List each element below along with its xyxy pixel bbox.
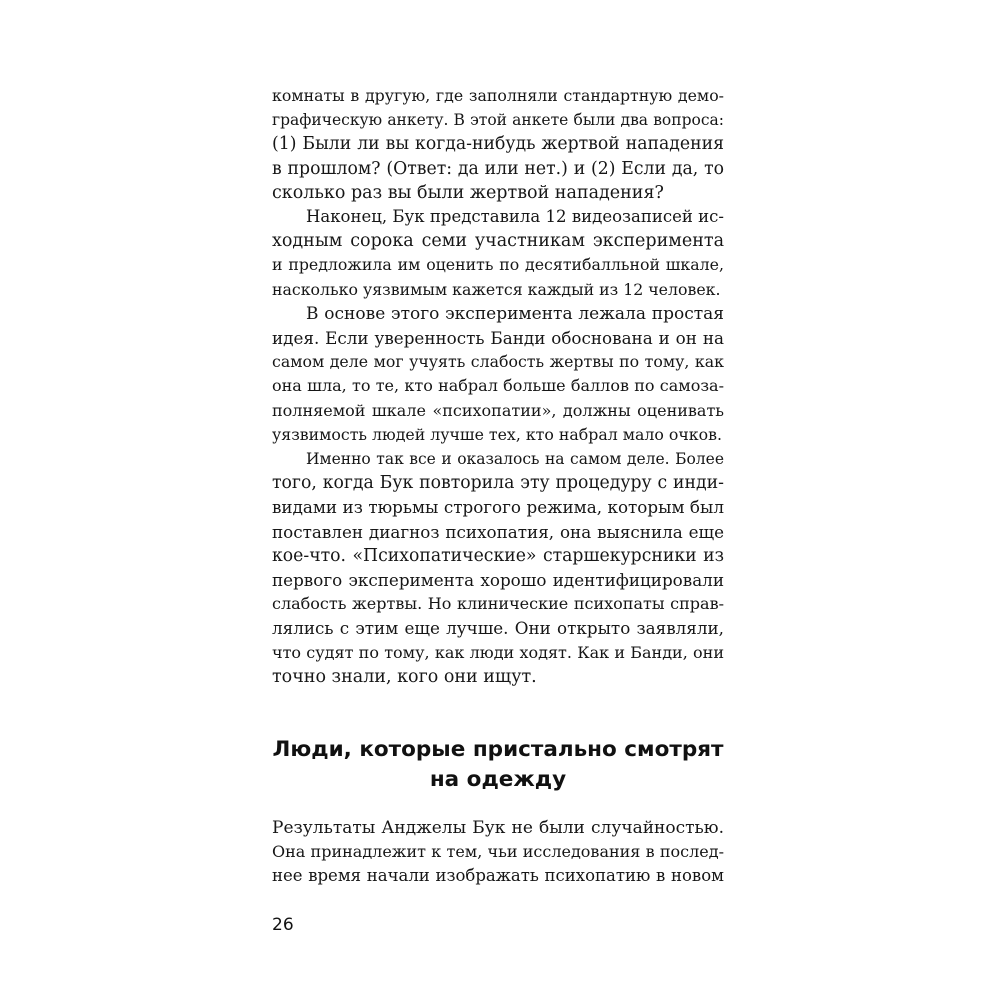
body-text-bottom <box>272 816 724 889</box>
text-line: графическую анкету. В этой анкете были два вопроса: <box>272 111 724 130</box>
text-line: первого эксперимента хорошо идентифицировали <box>272 570 724 591</box>
paragraph <box>272 84 724 205</box>
text-line: Она принадлежит к тем, чьи исследования в послед- <box>272 842 724 862</box>
text-line: что судят по тому, как люди ходят. Как и Банди, они <box>272 642 724 662</box>
section-heading <box>272 735 724 795</box>
text-line: и предложила им оценить по десятибалльной шкале, <box>272 255 724 275</box>
body-text-top <box>272 84 724 689</box>
page-number: 26 <box>272 915 294 935</box>
text-line: кое-что. «Психопатические» старшекурсники из <box>272 545 724 566</box>
text-line: полняемой шкале «психопатии», должны оценивать <box>272 400 724 420</box>
text-line: слабость жертвы. Но клинические психопаты справ- <box>272 594 724 614</box>
text-line: лялись с этим еще лучше. Они открыто заявляли, <box>272 618 724 639</box>
text-line: В основе этого эксперимента лежала простая <box>306 303 724 324</box>
paragraph <box>272 205 724 302</box>
heading-line: на одежду <box>429 767 567 792</box>
heading-line: Люди, которые пристально смотрят <box>272 737 724 762</box>
paragraph <box>272 816 724 889</box>
text-line: комнаты в другую, где заполняли стандартную демо- <box>272 86 724 105</box>
text-line: поставлен диагноз психопатия, она выяснила еще <box>272 521 724 542</box>
text-line: идея. Если уверенность Банди обоснована и он на <box>272 328 724 349</box>
text-line: в прошлом? (Ответ: да или нет.) и (2) Если да, то <box>272 158 724 179</box>
text-line: она шла, то те, кто набрал больше баллов по самоза- <box>272 376 724 396</box>
text-line: нее время начали изображать психопатию в новом <box>272 866 724 886</box>
text-line: точно знали, кого они ищут. <box>272 666 537 687</box>
text-line: (1) Были ли вы когда-нибудь жертвой нападения <box>272 134 724 155</box>
text-line: Наконец, Бук представила 12 видеозаписей ис- <box>306 207 724 227</box>
text-line: уязвимость людей лучше тех, кто набрал мало очков. <box>272 424 722 444</box>
text-line: Результаты Анджелы Бук не были случайностью. <box>272 818 724 838</box>
text-line: сколько раз вы были жертвой нападения? <box>272 182 664 203</box>
text-line: насколько уязвимым кажется каждый из 12 человек. <box>272 279 721 299</box>
paragraph <box>272 302 724 447</box>
text-line: видами из тюрьмы строгого режима, которым был <box>272 497 724 518</box>
text-line: Именно так все и оказалось на самом деле. Более <box>306 450 724 469</box>
text-line: самом деле мог учуять слабость жертвы по тому, как <box>272 352 724 372</box>
text-line: того, когда Бук повторила эту процедуру с инди- <box>272 473 724 494</box>
text-line: ходным сорока семи участникам эксперимента <box>272 231 724 252</box>
paragraph <box>272 447 724 689</box>
